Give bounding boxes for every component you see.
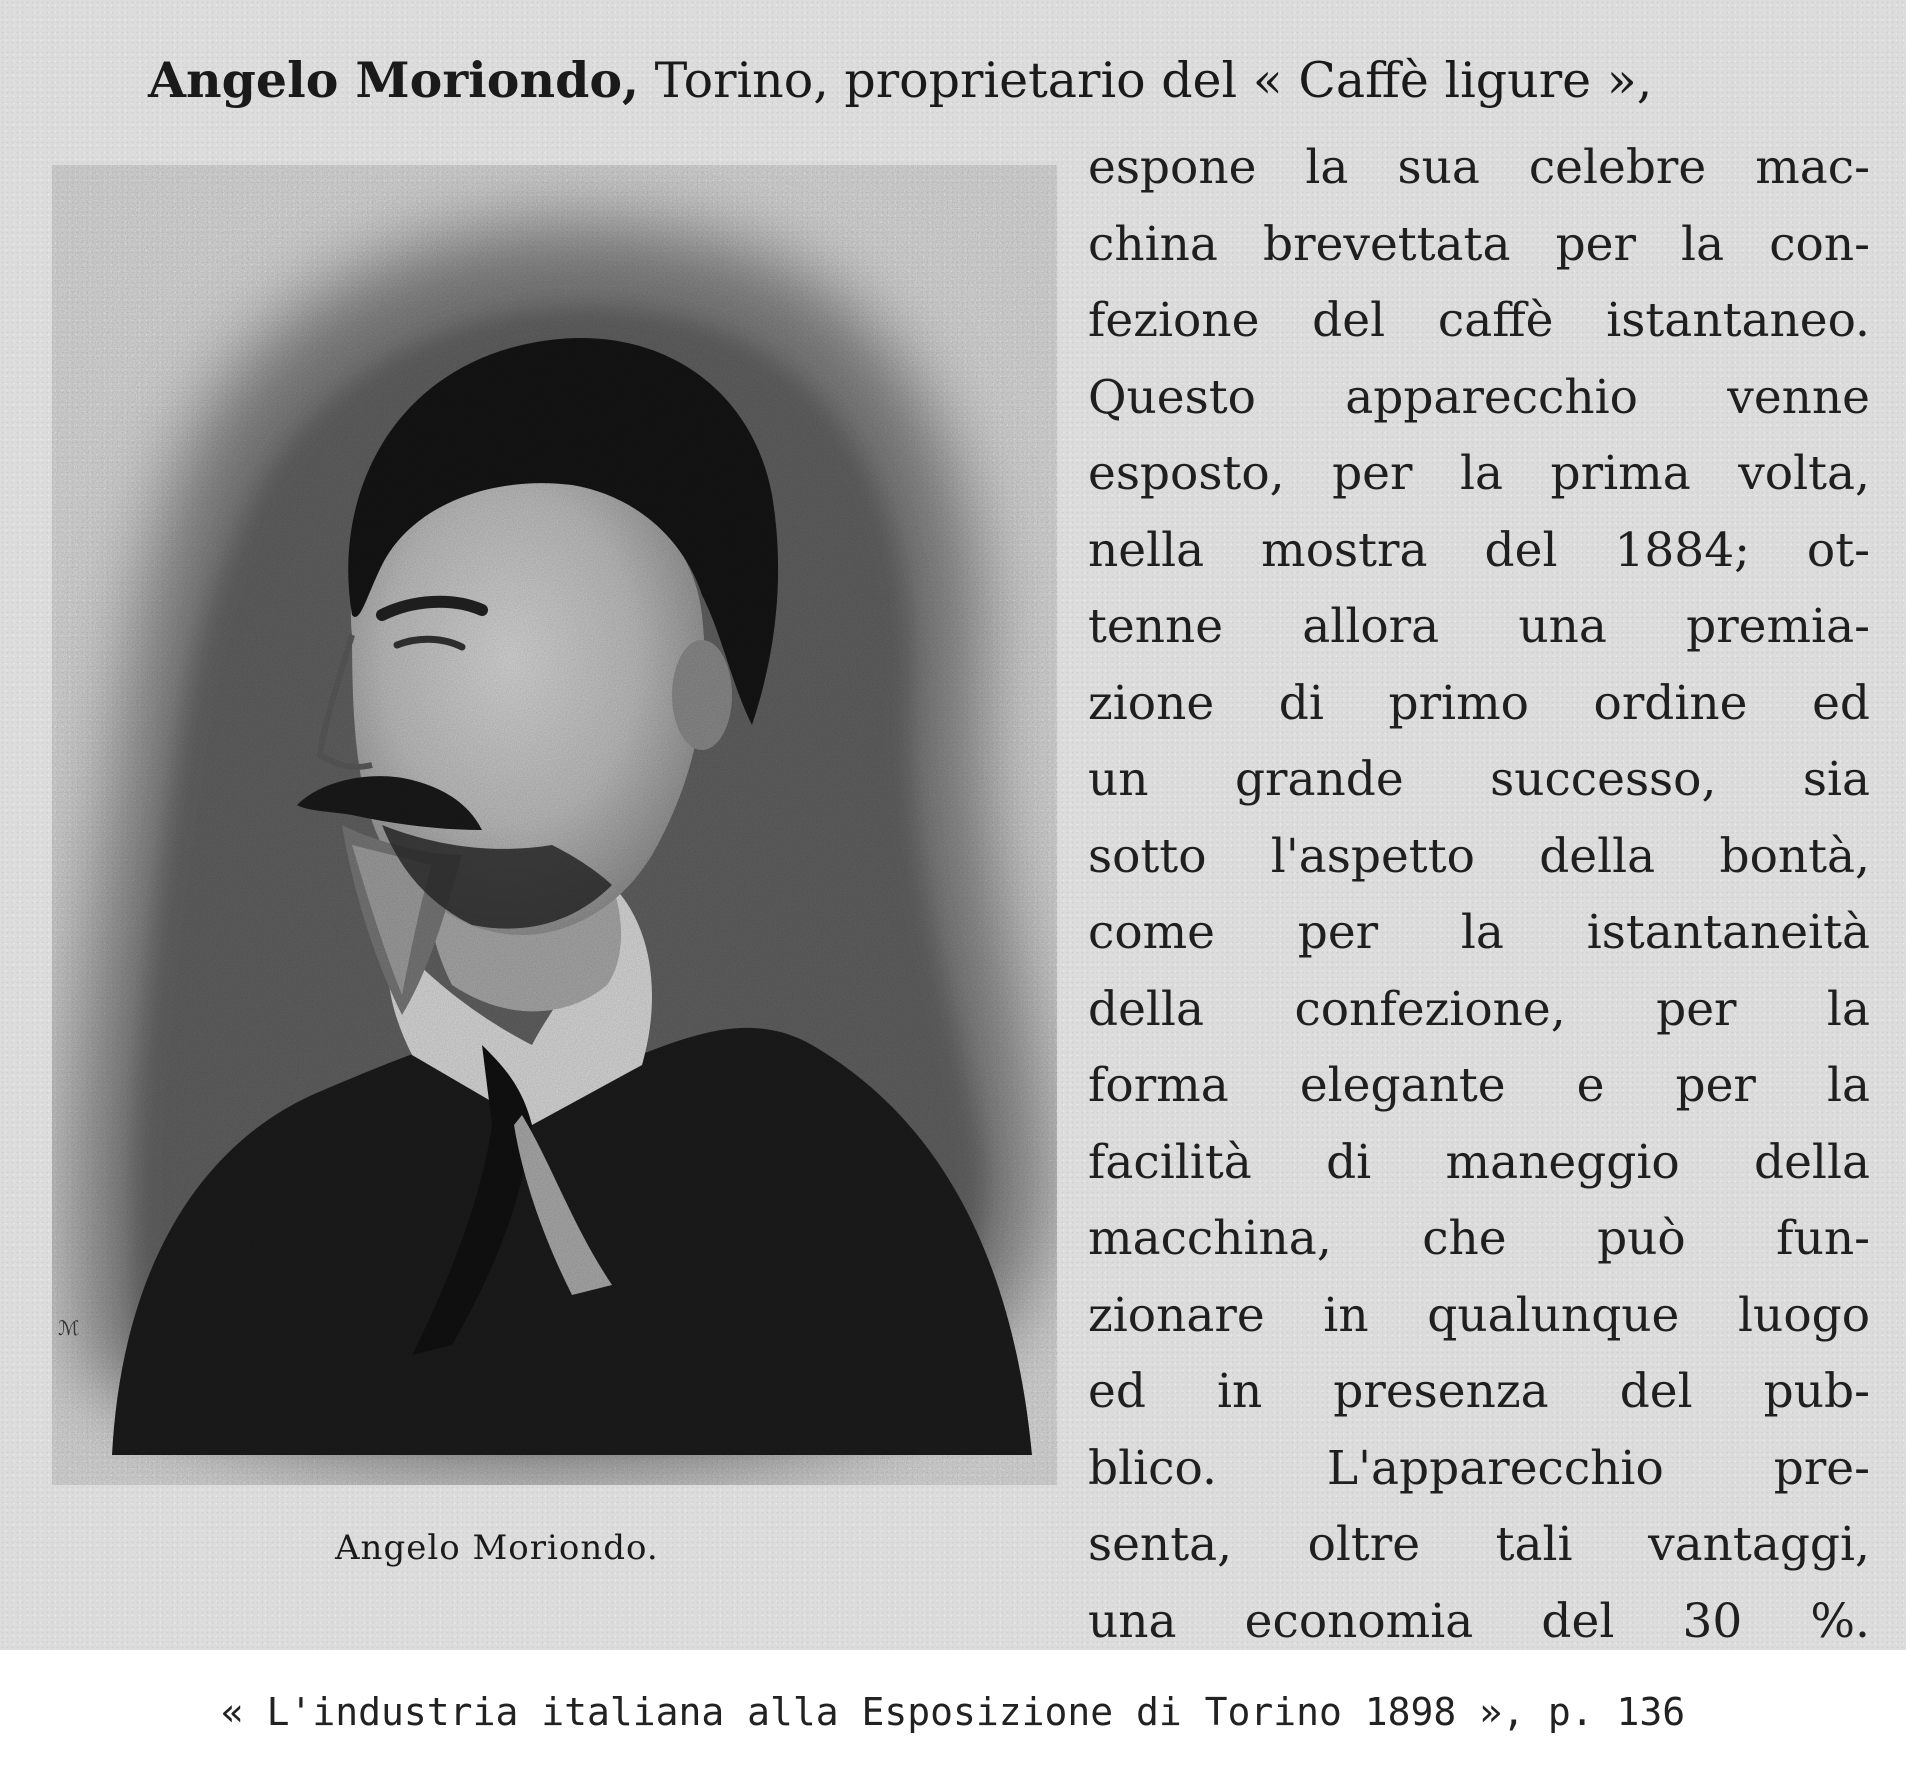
body-line: Questo apparecchio venne — [1088, 369, 1870, 425]
body-line: come per la istantaneità — [1088, 905, 1870, 960]
body-line: china brevettata per la con- — [1088, 216, 1870, 272]
body-line: della confezione, per la — [1088, 981, 1870, 1037]
body-line: forma elegante e per la — [1088, 1058, 1870, 1113]
body-line: macchina, che può fun- — [1088, 1211, 1870, 1266]
body-line: facilità di maneggio della — [1088, 1134, 1870, 1190]
headline-name: Angelo Moriondo, — [148, 51, 640, 109]
headline-rest: Torino, proprietario del « Caffè ligure », — [639, 52, 1653, 109]
article-headline — [148, 48, 1888, 113]
body-line: tenne allora una premia- — [1088, 599, 1870, 654]
article-body — [1088, 130, 1870, 1660]
body-line: blico. L'apparecchio pre- — [1088, 1440, 1870, 1496]
body-line: nella mostra del 1884; ot- — [1088, 522, 1870, 578]
body-line: zionare in qualunque luogo — [1088, 1287, 1870, 1343]
body-line: zione di primo ordine ed — [1088, 675, 1870, 731]
body-line: esposto, per la prima volta, — [1088, 446, 1870, 501]
body-line: espone la sua celebre mac- — [1088, 140, 1870, 195]
body-line: ed in presenza del pub- — [1088, 1364, 1870, 1419]
svg-text:ℳ: ℳ — [58, 1316, 80, 1340]
portrait-caption: Angelo Moriondo. — [335, 1528, 659, 1568]
body-line: sotto l'aspetto della bontà, — [1088, 828, 1870, 884]
body-line: senta, oltre tali vantaggi, — [1088, 1517, 1870, 1572]
body-line: una economia del 30 %. — [1088, 1593, 1870, 1649]
portrait-engraving — [52, 165, 1057, 1485]
body-line: fezione del caffè istantaneo. — [1088, 293, 1870, 348]
source-citation: « L'industria italiana alla Esposizione di Torino 1898 », p. 136 — [220, 1690, 1686, 1734]
body-line: un grande successo, sia — [1088, 752, 1870, 807]
